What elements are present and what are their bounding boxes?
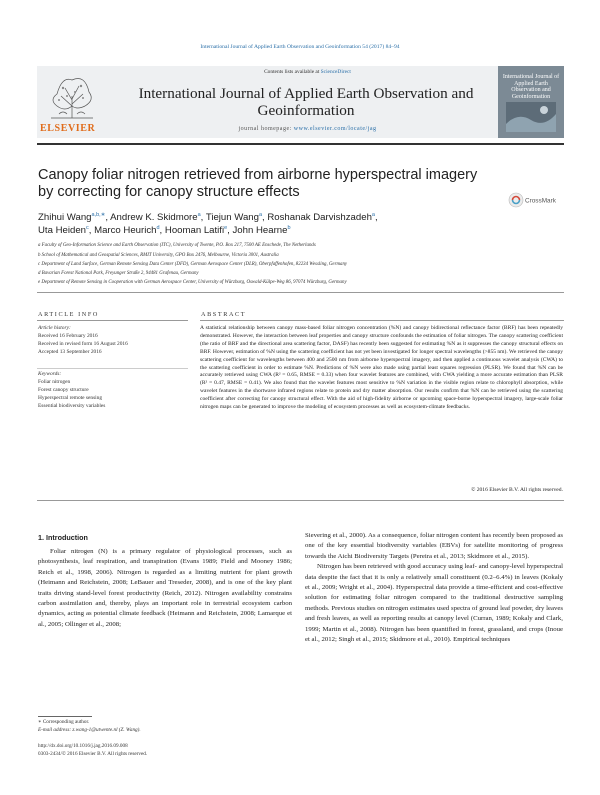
journal-title-line-2: Geoinformation <box>257 102 355 119</box>
crossmark-icon <box>509 193 523 207</box>
elsevier-wordmark: ELSEVIER <box>40 123 96 134</box>
author-list-line-2 <box>38 225 558 236</box>
author-separator: , <box>200 212 206 224</box>
journal-title <box>112 85 500 119</box>
abstract-heading: ABSTRACT <box>201 311 247 318</box>
issn-copyright: 0303-2434/© 2016 Elsevier B.V. All rights reserved. <box>38 751 148 757</box>
journal-cover-image <box>498 66 564 138</box>
article-info-heading: ARTICLE INFO <box>38 311 99 318</box>
keyword-item: Hyperspectral remote sensing <box>38 395 103 401</box>
author-affiliation-marker[interactable]: a <box>371 212 375 218</box>
homepage-prefix: journal homepage: <box>238 126 294 132</box>
keyword-item: Forest canopy structure <box>38 387 89 393</box>
author-affiliation-marker[interactable]: c <box>86 225 89 231</box>
author-name[interactable]: Roshanak Darvishzadeh <box>267 212 372 224</box>
author-name[interactable]: Uta Heiden <box>38 225 86 237</box>
doi-link[interactable]: http://dx.doi.org/10.1016/j.jag.2016.09.008 <box>38 743 128 749</box>
introduction-left-column: Foliar nitrogen (N) is a primary regulator of physiological processes, such as photosynthesis, leaf respiration, and transpiration (Evans 1989; Field and Mooney 1986; Reich et al., 1998, 2006). Nitrogen is regarded as a limiting nutrient for plant growth (Heimann and Reichstein, 2008; LeBauer and Treseder, 2008), and is one of the key plant traits driving stand-level forest productivity (Reich, 2012). Nitrogen availability constrains carbon assimilation and, thereby, plays an important role in terrestrial ecosystem carbon dynamics, acting as potential climate feedback (Heimann and Reichstein, 2008; Lamarque et al., 2005; Ollinger et al., 2008; <box>38 548 292 628</box>
author-name[interactable]: Marco Heurich <box>94 225 157 237</box>
author-name[interactable]: Hooman Latifi <box>164 225 225 237</box>
introduction-paragraph: Sievering et al., 2000). As a consequence, foliar nitrogen content has recently been proposed as one of the key essential biodiversity variables (EBVs) for satellite monitoring of progress towards the Aichi Biodiversity Targets (Pereira et al., 2013; Skidmore et al., 2015). <box>305 532 563 560</box>
contents-prefix: Contents lists available at <box>264 69 321 75</box>
article-title-line-2: by correcting for canopy structure effects <box>38 184 300 200</box>
affiliation-b: b School of Mathematical and Geospatial Sciences, RMIT University, GPO Box 2476, Melbourne, Victoria 3001, Australia <box>38 253 279 258</box>
affiliation-rule <box>37 292 564 293</box>
cover-graphic <box>506 102 556 132</box>
abstract-bottom-rule <box>37 500 564 501</box>
introduction-heading: 1. Introduction <box>38 533 88 542</box>
author-name[interactable]: John Hearne <box>232 225 288 237</box>
journal-reference[interactable]: International Journal of Applied Earth Observation and Geoinformation 54 (2017) 84–94 <box>200 44 400 50</box>
author-separator: , <box>227 225 233 237</box>
affiliation-e: e Department of Remote Sensing in Cooperation with German Aerospace Center, University of Würzburg, Oswald-Külpe-Weg 86, 97074 Würzburg, Germany <box>38 280 347 285</box>
author-separator: , <box>159 225 165 237</box>
author-affiliation-marker[interactable]: d <box>156 225 160 231</box>
affiliation-d: d Bavarian Forest National Park, Freyunger Straße 2, 94481 Grafenau, Germany <box>38 271 199 276</box>
author-list-line-1 <box>38 212 558 223</box>
keywords-label <box>38 371 61 377</box>
revised-date: Received in revised form 16 August 2016 <box>38 341 128 347</box>
introduction-paragraph: Nitrogen has been retrieved with good accuracy using leaf- and canopy-level hyperspectral data despite the fact that it is only a relatively small constituent (0.2–6.4%) in leaves (Kokaly et al., 2009; Wright et al., 2004). Hyperspectral data provide a time-efficient and cost-effective solution for estimating foliar nitrogen compared to the traditional destructive sampling methods. Previous studies on nitrogen estimates used spectra of ground leaf powder, dry leaves and fresh leaves, as well as reporting results at canopy level (Curran, 1989; Kokaly and Clark, 1999; Martin et al., 2008). Nitrogen has been quantified in forest, grassland, and crops (Inoue et al., 2012; Singh et al., 2015; Skidmore et al., 2010). Empirical techniques <box>305 563 563 644</box>
author-affiliation-marker[interactable]: a <box>258 212 263 218</box>
article-title-line-1: Canopy foliar nitrogen retrieved from airborne hyperspectral imagery <box>38 167 478 183</box>
keywords-label-text: Keywords: <box>38 371 62 377</box>
contents-line <box>140 69 475 75</box>
journal-title-line-1: International Journal of Applied Earth Observation and <box>138 85 474 102</box>
author-separator: , <box>262 212 268 224</box>
author-name[interactable]: Zhihui Wang <box>38 212 92 224</box>
corresponding-author-note: ∗ Corresponding author. <box>38 719 90 725</box>
abstract-text: A statistical relationship between canopy mass-based foliar nitrogen concentration (%N) and canopy bidirectional reflectance factor (BRF) has been repeatedly demonstrated. However, the interaction between leaf properties and canopy structure confounds the estimation of foliar nitrogen. The canopy scattering coefficient (the ratio of BRF and the directional area scattering factor, DASF) has recently been suggested for estimating %N as it suppresses the canopy structural effects on BRF. However, estimation of %N using the scattering coefficient has not yet been investigated for longer spectral wavelengths (>855 nm). We retrieved the canopy scattering coefficient for wavelengths between 400 and 2500 nm from airborne hyperspectral imagery, and then applied a continuous wavelet analysis (CWA) to the scattering coefficient in order to estimate %N. Predictions of %N were also made using partial least squares regression (PLSR). We found that %N can be accurately retrieved using CWA (R² = 0.65, RMSE = 0.33) when four wavelet features are combined, with CWA yielding a more accurate estimation than PLSR (R² = 0.47, RMSE = 0.41). We also found that the wavelet features most sensitive to %N variation in the visible region relate to chlorophyll absorption, while wavelet features in the shortwave infrared regions relate to protein and dry matter absorption. Our results confirm that %N can be retrieved using the scattering coefficient after correcting for canopy structural effect. With the aid of high-fidelity airborne or upcoming space-borne hyperspectral imagery, large-scale foliar nitrogen maps can be generated to improve the modeling of ecosystem processes as well as ecosystem-climate feedbacks. <box>200 325 563 411</box>
keyword-item: Essential biodiversity variables <box>38 403 106 409</box>
header-rule <box>37 143 564 145</box>
abstract-rule <box>200 320 564 321</box>
author-separator: , <box>374 212 378 224</box>
author-affiliation-marker[interactable]: e <box>224 225 228 231</box>
author-separator: , <box>105 212 111 224</box>
author-affiliation-marker[interactable]: a,b,∗ <box>91 212 106 218</box>
affiliation-a: a Faculty of Geo-Information Science and Earth Observation (ITC), University of Twente, P.O. Box 217, 7500 AE Enschede, The Netherlands <box>38 243 316 248</box>
cover-title: International Journal of Applied Earth Observation and Geoinformation <box>502 74 560 100</box>
introduction-right-column <box>305 531 563 645</box>
author-separator: , <box>88 225 95 237</box>
keyword-item: Foliar nitrogen <box>38 379 71 385</box>
history-label-text: Article history: <box>38 325 71 331</box>
abstract-copyright: © 2016 Elsevier B.V. All rights reserved. <box>471 487 563 493</box>
email-address[interactable]: E-mail address: z.wang-1@utwente.nl (Z. Wang). <box>38 727 141 733</box>
author-name[interactable]: Andrew K. Skidmore <box>110 212 198 224</box>
received-date: Received 16 February 2016 <box>38 333 98 339</box>
article-title <box>38 167 488 201</box>
affiliation-c: c Department of Land Surface, German Remote Sensing Data Center (DFD), German Aerospace Center (DLR), Oberpfaffenhofen, 82234 Wessling, Germany <box>38 262 348 267</box>
history-label <box>38 325 71 331</box>
sciencedirect-link[interactable]: ScienceDirect <box>320 69 351 75</box>
crossmark-label: CrossMark <box>525 197 556 205</box>
author-name[interactable]: Tiejun Wang <box>205 212 259 224</box>
homepage-link[interactable]: www.elsevier.com/locate/jag <box>293 126 377 132</box>
footnote-rule <box>38 716 92 717</box>
journal-homepage <box>140 126 475 132</box>
author-affiliation-marker[interactable]: a <box>197 212 201 218</box>
article-info-rule <box>37 320 188 321</box>
author-affiliation-marker[interactable]: b <box>287 225 291 231</box>
crossmark-button[interactable] <box>508 192 568 208</box>
keywords-rule <box>37 368 188 369</box>
accepted-date: Accepted 13 September 2016 <box>38 349 102 355</box>
